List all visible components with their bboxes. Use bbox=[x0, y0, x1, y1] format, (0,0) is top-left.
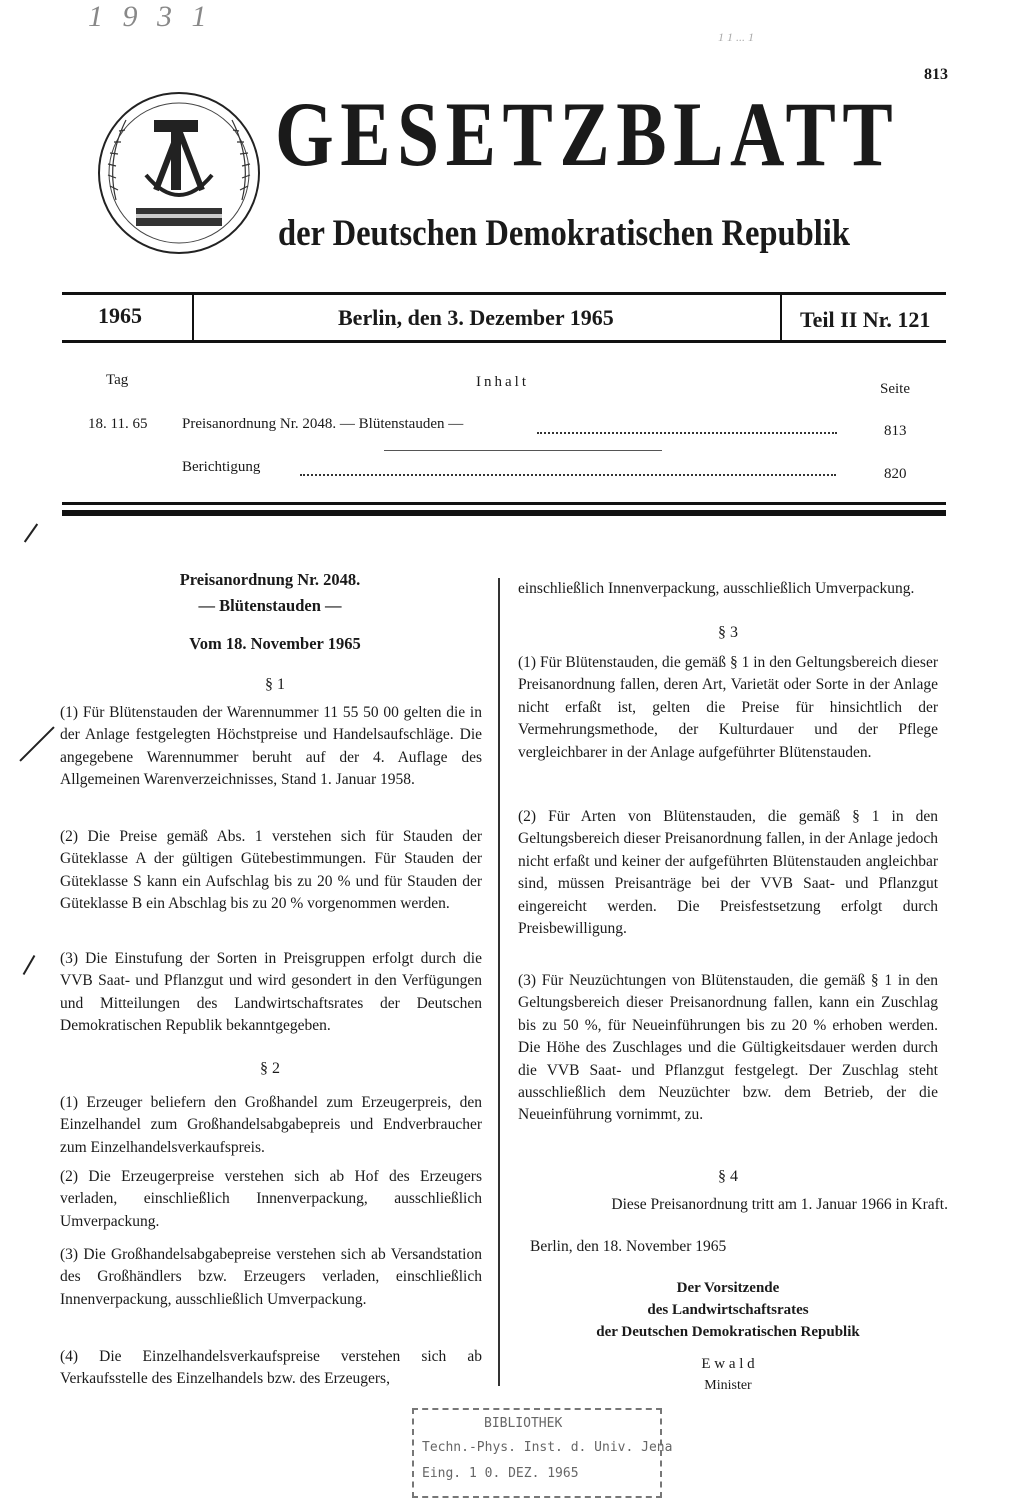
paragraph: (1) Erzeuger beliefern den Großhandel zum Erzeugerpreis, den Einzelhandel zum Großhandelsabgabepreis und Endverbraucher zum Einzelhandelsverkaufspreis. bbox=[60, 1094, 482, 1156]
signatory-title: des Landwirtschaftsrates bbox=[647, 1302, 809, 1318]
stamp-line: Techn.-Phys. Inst. d. Univ. Jena bbox=[422, 1440, 673, 1455]
toc-bottom-rule bbox=[62, 502, 946, 505]
toc-leader-dots bbox=[300, 474, 836, 476]
page-number: 813 bbox=[924, 66, 948, 83]
section-heading: § 1 bbox=[265, 676, 285, 693]
library-stamp bbox=[412, 1408, 673, 1498]
masthead-subtitle: der Deutschen Demokratischen Republik bbox=[278, 213, 850, 254]
ordinance-subtitle: — Blütenstauden — bbox=[198, 596, 342, 615]
toc-separator bbox=[384, 450, 662, 451]
toc-header-day: Tag bbox=[106, 372, 129, 388]
toc-entry-page: 820 bbox=[884, 466, 907, 482]
stamp-line: Eing. 1 0. DEZ. 1965 bbox=[422, 1466, 579, 1481]
issue-year: 1965 bbox=[98, 303, 142, 328]
toc-entry-date: 18. 11. 65 bbox=[88, 416, 148, 432]
ordinance-title: Preisanordnung Nr. 2048. bbox=[179, 570, 361, 589]
ordinance-date: Vom 18. November 1965 bbox=[189, 634, 361, 653]
issue-number: Teil II Nr. 121 bbox=[800, 307, 931, 332]
margin-mark bbox=[19, 726, 54, 761]
margin-mark bbox=[24, 523, 38, 542]
toc-entry-page: 813 bbox=[884, 423, 907, 439]
signatory-title: Der Vorsitzende bbox=[676, 1280, 780, 1296]
toc-bottom-rule-thick bbox=[62, 510, 946, 516]
paragraph: Diese Preisanordnung tritt am 1. Januar 1966 in Kraft. bbox=[611, 1196, 948, 1213]
paragraph: (2) Die Erzeugerpreise verstehen sich ab Hof des Erzeugers verladen, einschließlich Innenverpackung, ausschließlich Umverpackung. bbox=[60, 1168, 482, 1230]
paragraph: (2) Für Arten von Blütenstauden, die gemäß § 1 in den Geltungsbereich dieser Preisanordnung fallen, in der Anlage jedoch nicht erfaßt und keiner der aufgeführten Blütenstauden angleichbar sind, müssen Preisanträge bei der VVB Saat- und Pflanzgut eingereicht werden. Die Preisfestsetzung erfolgt durch Preisbewilligung. bbox=[518, 808, 938, 938]
date-bar-bottom-rule bbox=[62, 340, 946, 343]
paragraph: (2) Die Preise gemäß Abs. 1 verstehen sich für Stauden der Güteklasse A der gültigen Gütebestimmungen. Für Stauden der Güteklasse S kann ein Aufschlag bis zu 20 % und für Stauden der Güteklasse B ein Abschlag bis zu 20 % vorgenommen werden. bbox=[60, 828, 482, 913]
paragraph: (3) Die Einstufung der Sorten in Preisgruppen erfolgt durch die VVB Saat- und Pflanzgut und wird gesondert in den Verfügungen und Mitteilungen des Landwirtschaftsrates der Deutschen Demokratischen Republik bekanntgegeben. bbox=[60, 950, 482, 1035]
paragraph: einschließlich Innenverpackung, ausschließlich Umverpackung. bbox=[518, 580, 915, 597]
issue-date: Berlin, den 3. Dezember 1965 bbox=[338, 305, 614, 330]
column-divider bbox=[498, 578, 500, 1386]
paragraph: (3) Für Neuzüchtungen von Blütenstauden, die gemäß § 1 in den Geltungsbereich dieser Preisanordnung fallen, kann ein Zuschlag bis zu 50 %, für Neueinführungen bis zu 20 % erhoben werden. Die Höhe des Zuschlages und die Gültigkeitsdauer werden durch die VVB Saat- und Pflanzgut festgelegt. Der Zuschlag steht ausschließlich dem Neuzüchter bzw. dem Betrieb, der die Neueinführung vornimmt, zu. bbox=[518, 972, 938, 1124]
masthead-title: GESETZBLATT bbox=[275, 83, 900, 185]
toc-entry-title[interactable]: Preisanordnung Nr. 2048. — Blütenstauden — bbox=[182, 416, 464, 432]
margin-mark bbox=[23, 955, 36, 975]
paragraph: (1) Für Blütenstauden, die gemäß § 1 in den Geltungsbereich dieser Preisanordnung fallen, deren Art, Varietät oder Sorte in der Anlage nicht erfaßt ist, gelten die Preise für hinsichtlich der Vermehrungsmethode, der Kulturdauer und der Pflege vergleichbarer in der Anlage aufgeführter Blütenstauden. bbox=[518, 654, 938, 761]
signatory-role: Minister bbox=[704, 1378, 752, 1393]
paragraph: (1) Für Blütenstauden der Warennummer 11 55 50 00 gelten die in der Anlage festgelegten Höchstpreise und Handelsaufschläge. Die angegebene Warennummer beruht auf der 4. Auflage des Allgemeinen Warenverzeichnisses, Stand 1. Januar 1958. bbox=[60, 704, 482, 789]
state-emblem-icon bbox=[96, 90, 262, 256]
handwritten-mark: 1 9 3 1 bbox=[88, 0, 213, 33]
toc-header-content: Inhalt bbox=[476, 374, 529, 390]
toc-entry-title[interactable]: Berichtigung bbox=[182, 459, 261, 475]
section-heading: § 3 bbox=[718, 624, 738, 641]
paragraph: (4) Die Einzelhandelsverkaufspreise verstehen sich ab Verkaufsstelle des Einzelhandels bzw. des Erzeugers, bbox=[60, 1348, 482, 1388]
paragraph: (3) Die Großhandelsabgabepreise verstehen sich ab Versandstation des Großhändlers bzw. Erzeugers verladen, einschließlich Innenverpackung, ausschließlich Umverpackung. bbox=[60, 1246, 482, 1308]
toc-header-page: Seite bbox=[880, 381, 910, 397]
date-bar-divider bbox=[780, 295, 782, 340]
signatory-title: der Deutschen Demokratischen Republik bbox=[596, 1324, 860, 1340]
place-date: Berlin, den 18. November 1965 bbox=[530, 1238, 727, 1255]
stamp-line: BIBLIOTHEK bbox=[484, 1416, 563, 1431]
toc-leader-dots bbox=[537, 432, 837, 434]
date-bar-divider bbox=[192, 295, 194, 340]
signatory-name: E w a l d bbox=[701, 1356, 755, 1372]
top-rule bbox=[62, 292, 946, 295]
section-heading: § 4 bbox=[718, 1168, 738, 1185]
handwritten-note: 1 1 ... 1 bbox=[718, 30, 754, 44]
section-heading: § 2 bbox=[260, 1060, 280, 1077]
